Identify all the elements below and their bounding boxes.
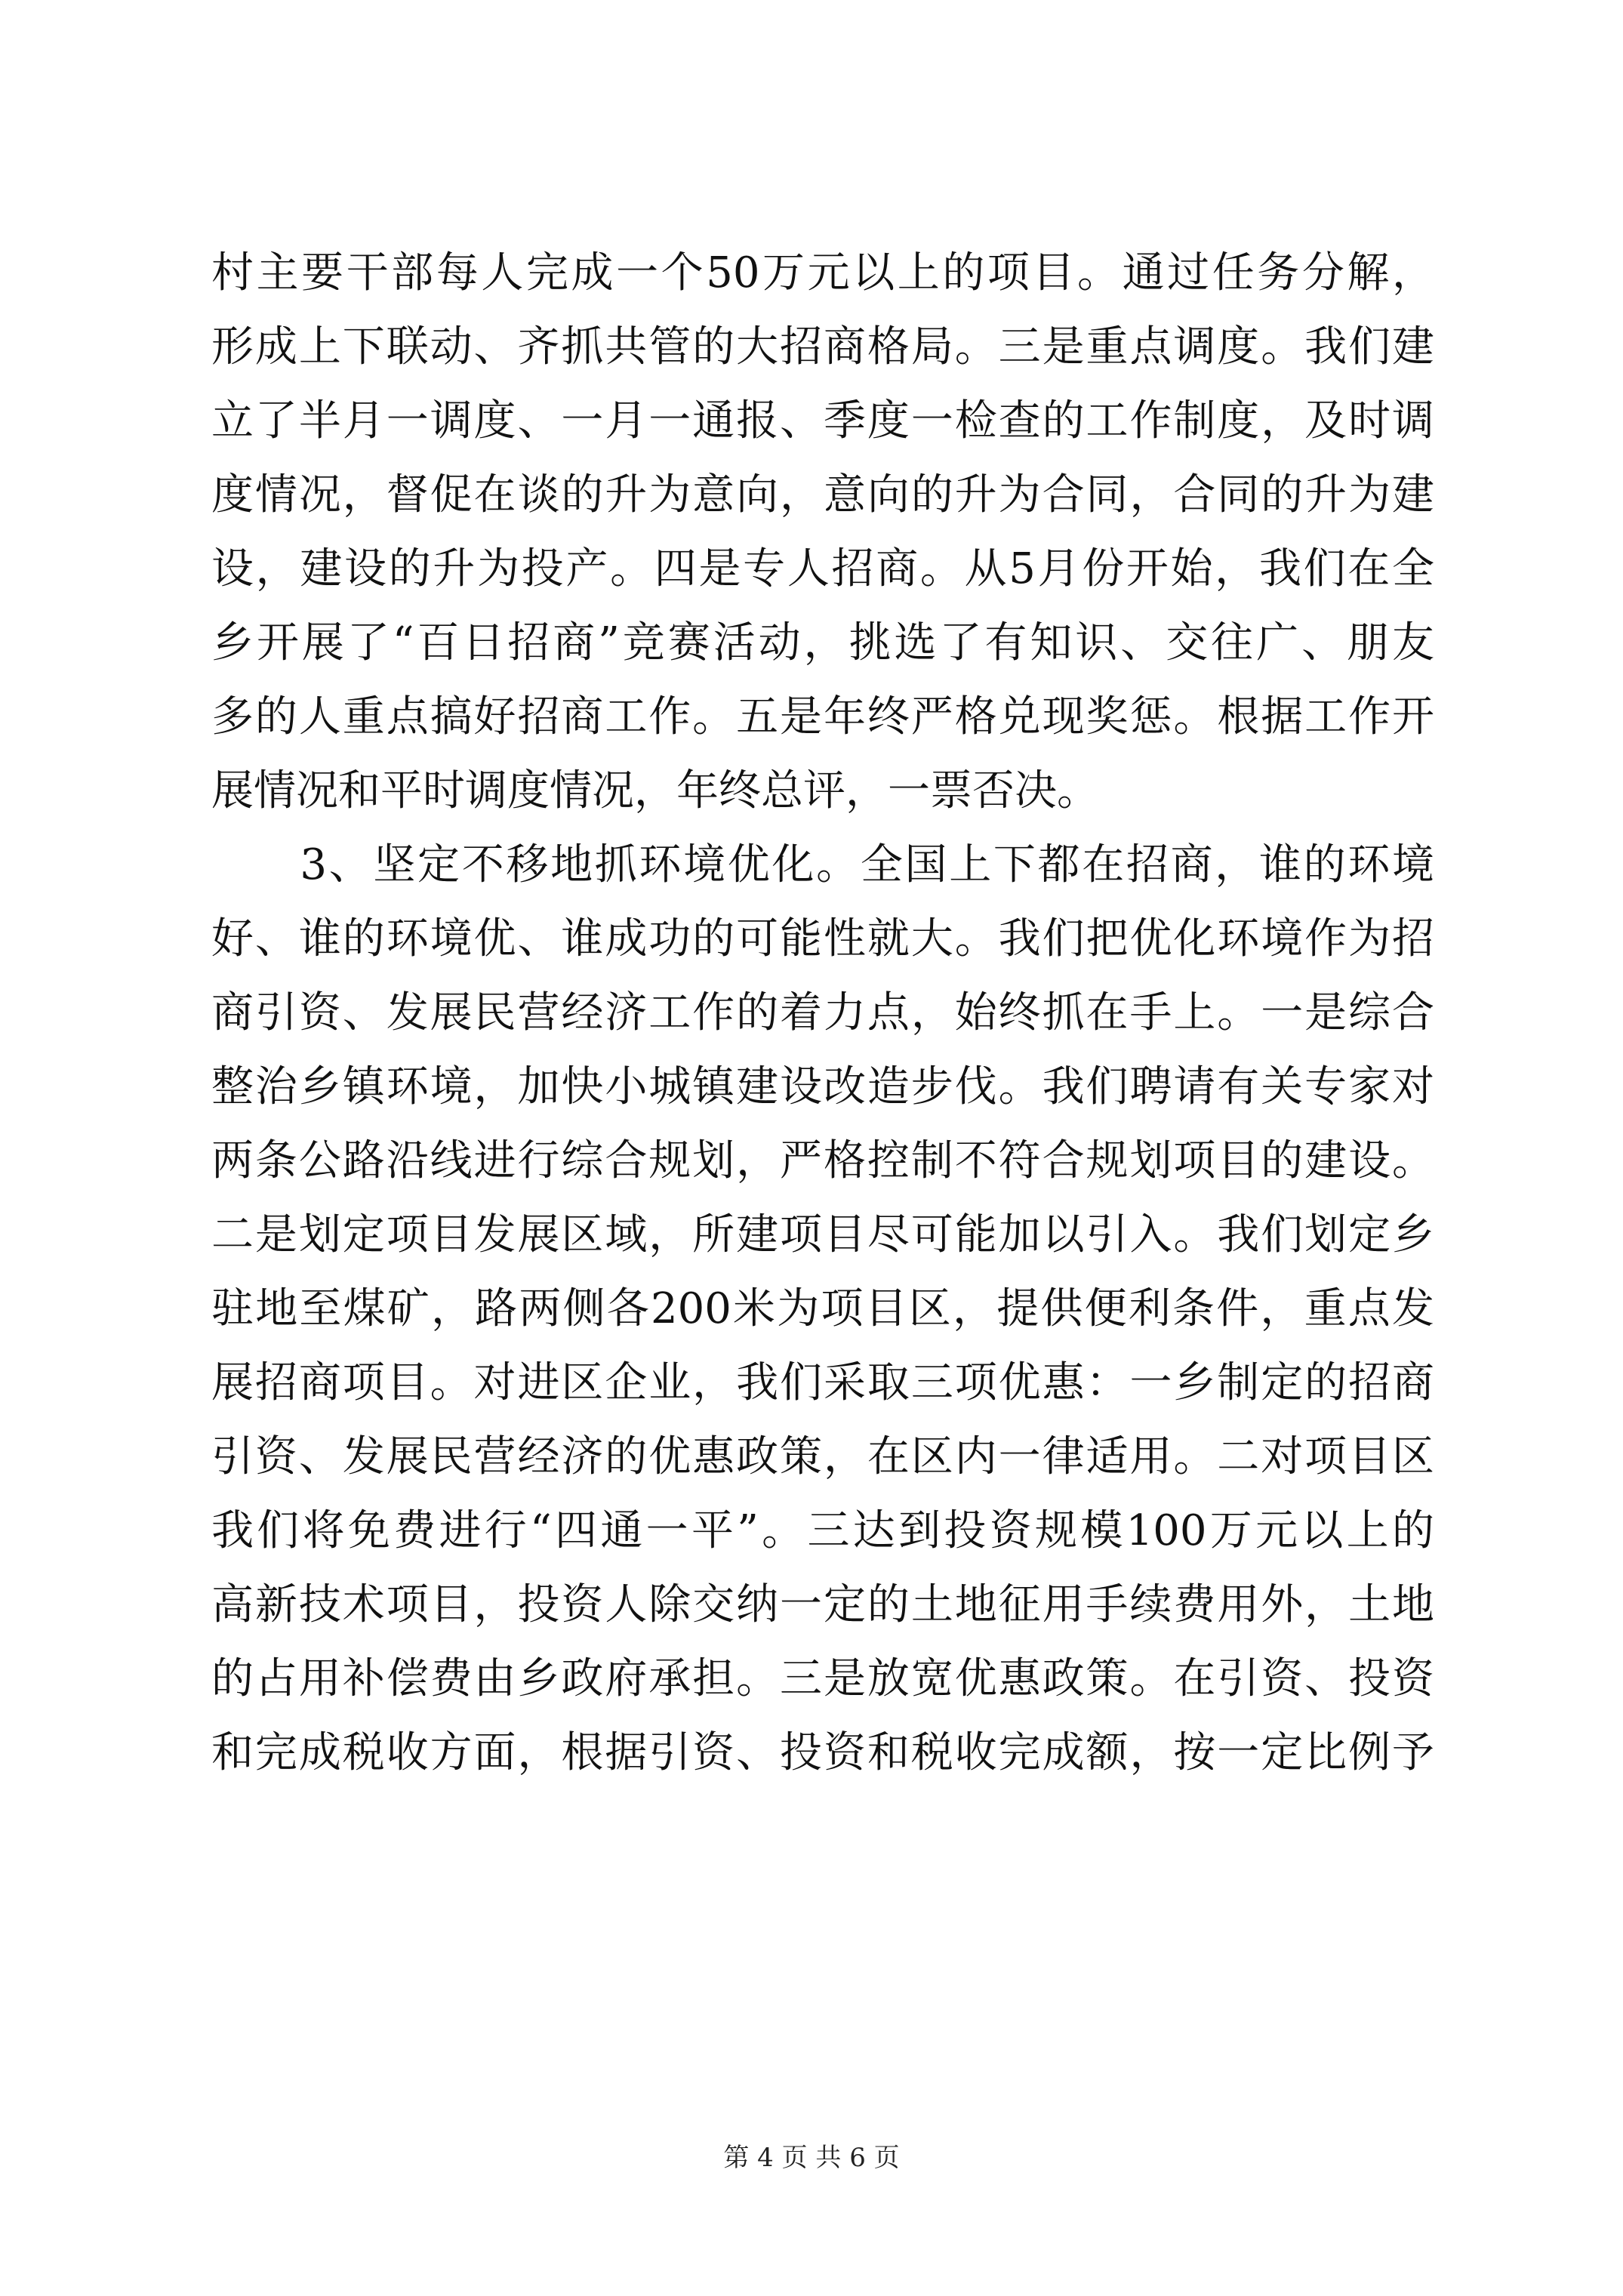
text-line: 设，建设的升为投产。四是专人招商。从5月份开始，我们在全	[211, 544, 1434, 593]
text-line: 乡开展了“百日招商”竞赛活动，挑选了有知识、交往广、朋友	[211, 618, 1434, 667]
page-footer: 第 4 页 共 6 页	[723, 2143, 900, 2173]
text-line: 驻地至煤矿，路两侧各200米为项目区，提供便利条件，重点发	[211, 1284, 1434, 1333]
text-line: 商引资、发展民营经济工作的着力点，始终抓在手上。一是综合	[211, 988, 1434, 1037]
text-line: 引资、发展民营经济的优惠政策，在区内一律适用。二对项目区	[211, 1432, 1434, 1481]
text-line: 我们将免费进行“四通一平”。三达到投资规模100万元以上的	[211, 1506, 1434, 1555]
text-line: 村主要干部每人完成一个50万元以上的项目。通过任务分解，	[211, 248, 1434, 297]
text-line: 展招商项目。对进区企业，我们采取三项优惠：一乡制定的招商	[211, 1358, 1434, 1407]
text-line: 二是划定项目发展区域，所建项目尽可能加以引入。我们划定乡	[211, 1210, 1434, 1259]
text-line: 两条公路沿线进行综合规划，严格控制不符合规划项目的建设。	[211, 1136, 1434, 1185]
text-line: 3、坚定不移地抓环境优化。全国上下都在招商，谁的环境	[211, 840, 1434, 889]
text-line: 和完成税收方面，根据引资、投资和税收完成额，按一定比例予	[211, 1728, 1434, 1777]
text-line: 展情况和平时调度情况，年终总评，一票否决。	[211, 766, 1099, 815]
text-line: 整治乡镇环境，加快小城镇建设改造步伐。我们聘请有关专家对	[211, 1062, 1434, 1111]
text-line: 多的人重点搞好招商工作。五是年终严格兑现奖惩。根据工作开	[211, 692, 1434, 741]
body-text	[211, 236, 1434, 1790]
text-line: 高新技术项目，投资人除交纳一定的土地征用手续费用外，土地	[211, 1580, 1434, 1629]
text-line: 好、谁的环境优、谁成功的可能性就大。我们把优化环境作为招	[211, 914, 1434, 963]
text-line: 度情况，督促在谈的升为意向，意向的升为合同，合同的升为建	[211, 470, 1434, 519]
text-line: 的占用补偿费由乡政府承担。三是放宽优惠政策。在引资、投资	[211, 1654, 1434, 1703]
text-line: 形成上下联动、齐抓共管的大招商格局。三是重点调度。我们建	[211, 322, 1434, 371]
text-line: 立了半月一调度、一月一通报、季度一检查的工作制度，及时调	[211, 396, 1434, 445]
